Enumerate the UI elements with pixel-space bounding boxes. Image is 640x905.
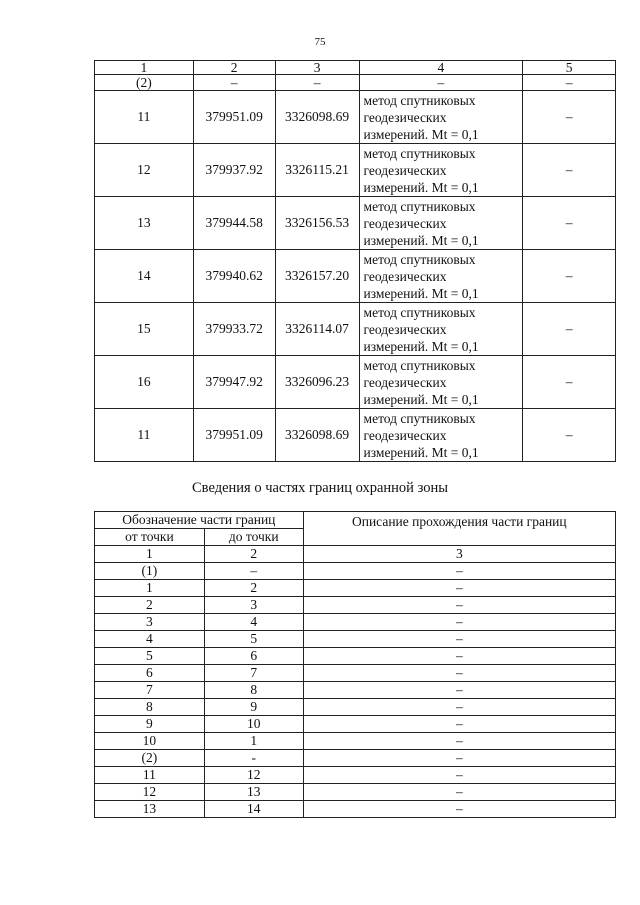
description-cell: – bbox=[303, 648, 615, 665]
to-point-cell: 10 bbox=[204, 716, 303, 733]
description-cell: – bbox=[303, 699, 615, 716]
method-cell bbox=[359, 197, 523, 250]
to-point-cell: 8 bbox=[204, 682, 303, 699]
note-cell: – bbox=[523, 250, 616, 303]
from-point-cell: 8 bbox=[95, 699, 205, 716]
method-line: измерений. Mt = 0,1 bbox=[363, 285, 479, 301]
boundary-parts-table bbox=[94, 511, 616, 818]
table-row bbox=[95, 665, 616, 682]
to-point-cell: 12 bbox=[204, 767, 303, 784]
from-point-cell: 12 bbox=[95, 784, 205, 801]
to-point-cell: 5 bbox=[204, 631, 303, 648]
header-row bbox=[95, 512, 616, 529]
to-point-cell: 14 bbox=[204, 801, 303, 818]
table-row bbox=[95, 733, 616, 750]
from-point-cell: 13 bbox=[95, 801, 205, 818]
table-row bbox=[95, 699, 616, 716]
to-point-cell: 7 bbox=[204, 665, 303, 682]
method-cell bbox=[359, 250, 523, 303]
y-coordinate-cell: 3326114.07 bbox=[275, 303, 359, 356]
table-row bbox=[95, 767, 616, 784]
method-line: геодезических bbox=[363, 321, 447, 337]
parts-heading: Сведения о частях границ охранной зоны bbox=[192, 480, 448, 496]
method-line: метод спутниковых bbox=[363, 357, 476, 373]
method-line: геодезических bbox=[363, 427, 447, 443]
header-cell: 3 bbox=[275, 61, 359, 75]
method-line: измерений. Mt = 0,1 bbox=[363, 232, 479, 248]
table-row bbox=[95, 563, 616, 580]
from-point-cell: 6 bbox=[95, 665, 205, 682]
point-number-cell: 13 bbox=[95, 197, 194, 250]
method-line: геодезических bbox=[363, 374, 447, 390]
x-coordinate-cell: 379951.09 bbox=[193, 91, 275, 144]
subheader-cell: – bbox=[359, 75, 523, 91]
from-point-cell: (1) bbox=[95, 563, 205, 580]
method-cell bbox=[359, 356, 523, 409]
table-row bbox=[95, 631, 616, 648]
description-cell: – bbox=[303, 665, 615, 682]
to-point-cell: 3 bbox=[204, 597, 303, 614]
description-cell: – bbox=[303, 716, 615, 733]
point-number-cell: 11 bbox=[95, 91, 194, 144]
from-point-cell: 5 bbox=[95, 648, 205, 665]
page-number: 75 bbox=[314, 36, 326, 48]
to-point-cell: – bbox=[204, 563, 303, 580]
to-point-cell: 9 bbox=[204, 699, 303, 716]
description-cell: – bbox=[303, 801, 615, 818]
header-cell: 5 bbox=[523, 61, 616, 75]
table-row bbox=[95, 197, 616, 250]
method-line: измерений. Mt = 0,1 bbox=[363, 179, 479, 195]
header-cell: 4 bbox=[359, 61, 523, 75]
table-row bbox=[95, 716, 616, 733]
description-cell: – bbox=[303, 563, 615, 580]
table-row bbox=[95, 356, 616, 409]
description-cell: – bbox=[303, 631, 615, 648]
header-cell: 2 bbox=[193, 61, 275, 75]
x-coordinate-cell: 379947.92 bbox=[193, 356, 275, 409]
method-line: измерений. Mt = 0,1 bbox=[363, 338, 479, 354]
method-line: метод спутниковых bbox=[363, 251, 476, 267]
to-point-cell: 1 bbox=[204, 733, 303, 750]
table-row bbox=[95, 614, 616, 631]
table-row bbox=[95, 784, 616, 801]
column-number: 2 bbox=[204, 546, 303, 563]
method-line: метод спутниковых bbox=[363, 145, 476, 161]
table-row bbox=[95, 250, 616, 303]
y-coordinate-cell: 3326156.53 bbox=[275, 197, 359, 250]
description-cell: – bbox=[303, 597, 615, 614]
x-coordinate-cell: 379933.72 bbox=[193, 303, 275, 356]
note-cell: – bbox=[523, 144, 616, 197]
from-point-cell: 9 bbox=[95, 716, 205, 733]
from-point-cell: 10 bbox=[95, 733, 205, 750]
description-cell: – bbox=[303, 750, 615, 767]
description-cell: – bbox=[303, 580, 615, 597]
subheader-cell: (2) bbox=[95, 75, 194, 91]
from-point-cell: 3 bbox=[95, 614, 205, 631]
x-coordinate-cell: 379944.58 bbox=[193, 197, 275, 250]
method-line: метод спутниковых bbox=[363, 198, 476, 214]
y-coordinate-cell: 3326096.23 bbox=[275, 356, 359, 409]
from-point-cell: (2) bbox=[95, 750, 205, 767]
method-line: измерений. Mt = 0,1 bbox=[363, 391, 479, 407]
designation-header: Обозначение части границ bbox=[95, 512, 304, 529]
y-coordinate-cell: 3326157.20 bbox=[275, 250, 359, 303]
note-cell: – bbox=[523, 356, 616, 409]
to-point-cell: - bbox=[204, 750, 303, 767]
point-number-cell: 11 bbox=[95, 409, 194, 462]
method-cell bbox=[359, 144, 523, 197]
method-line: геодезических bbox=[363, 215, 447, 231]
column-number: 1 bbox=[95, 546, 205, 563]
description-cell: – bbox=[303, 733, 615, 750]
table-row bbox=[95, 801, 616, 818]
note-cell: – bbox=[523, 197, 616, 250]
description-cell: – bbox=[303, 784, 615, 801]
method-cell bbox=[359, 409, 523, 462]
point-number-cell: 16 bbox=[95, 356, 194, 409]
method-line: геодезических bbox=[363, 109, 447, 125]
x-coordinate-cell: 379951.09 bbox=[193, 409, 275, 462]
method-line: измерений. Mt = 0,1 bbox=[363, 444, 479, 460]
method-line: геодезических bbox=[363, 162, 447, 178]
note-cell: – bbox=[523, 409, 616, 462]
header-row bbox=[95, 61, 616, 75]
method-cell bbox=[359, 303, 523, 356]
table-row bbox=[95, 580, 616, 597]
from-point-cell: 11 bbox=[95, 767, 205, 784]
to-point-cell: 4 bbox=[204, 614, 303, 631]
table-row bbox=[95, 144, 616, 197]
y-coordinate-cell: 3326098.69 bbox=[275, 91, 359, 144]
from-point-cell: 1 bbox=[95, 580, 205, 597]
point-number-cell: 15 bbox=[95, 303, 194, 356]
from-point-header: от точки bbox=[95, 529, 205, 546]
method-line: метод спутниковых bbox=[363, 410, 476, 426]
subheader-cell: – bbox=[193, 75, 275, 91]
table-row bbox=[95, 409, 616, 462]
to-point-cell: 13 bbox=[204, 784, 303, 801]
description-cell: – bbox=[303, 767, 615, 784]
table-row bbox=[95, 303, 616, 356]
x-coordinate-cell: 379937.92 bbox=[193, 144, 275, 197]
y-coordinate-cell: 3326098.69 bbox=[275, 409, 359, 462]
description-cell: – bbox=[303, 682, 615, 699]
subheader-cell: – bbox=[275, 75, 359, 91]
description-cell: – bbox=[303, 614, 615, 631]
method-line: геодезических bbox=[363, 268, 447, 284]
method-line: метод спутниковых bbox=[363, 92, 476, 108]
from-point-cell: 4 bbox=[95, 631, 205, 648]
header-cell: 1 bbox=[95, 61, 194, 75]
table-row bbox=[95, 597, 616, 614]
method-line: метод спутниковых bbox=[363, 304, 476, 320]
column-number: 3 bbox=[303, 546, 615, 563]
point-number-cell: 14 bbox=[95, 250, 194, 303]
description-header: Описание прохождения части границ bbox=[303, 512, 615, 546]
to-point-cell: 6 bbox=[204, 648, 303, 665]
table-row bbox=[95, 750, 616, 767]
method-line: измерений. Mt = 0,1 bbox=[363, 126, 479, 142]
note-cell: – bbox=[523, 303, 616, 356]
y-coordinate-cell: 3326115.21 bbox=[275, 144, 359, 197]
from-point-cell: 7 bbox=[95, 682, 205, 699]
table-row bbox=[95, 91, 616, 144]
point-number-cell: 12 bbox=[95, 144, 194, 197]
from-point-cell: 2 bbox=[95, 597, 205, 614]
to-point-header: до точки bbox=[204, 529, 303, 546]
to-point-cell: 2 bbox=[204, 580, 303, 597]
table-row bbox=[95, 648, 616, 665]
table-row bbox=[95, 682, 616, 699]
x-coordinate-cell: 379940.62 bbox=[193, 250, 275, 303]
column-numbers-row bbox=[95, 546, 616, 563]
coordinates-table bbox=[94, 60, 616, 462]
note-cell: – bbox=[523, 91, 616, 144]
subheader-row bbox=[95, 75, 616, 91]
subheader-cell: – bbox=[523, 75, 616, 91]
method-cell bbox=[359, 91, 523, 144]
